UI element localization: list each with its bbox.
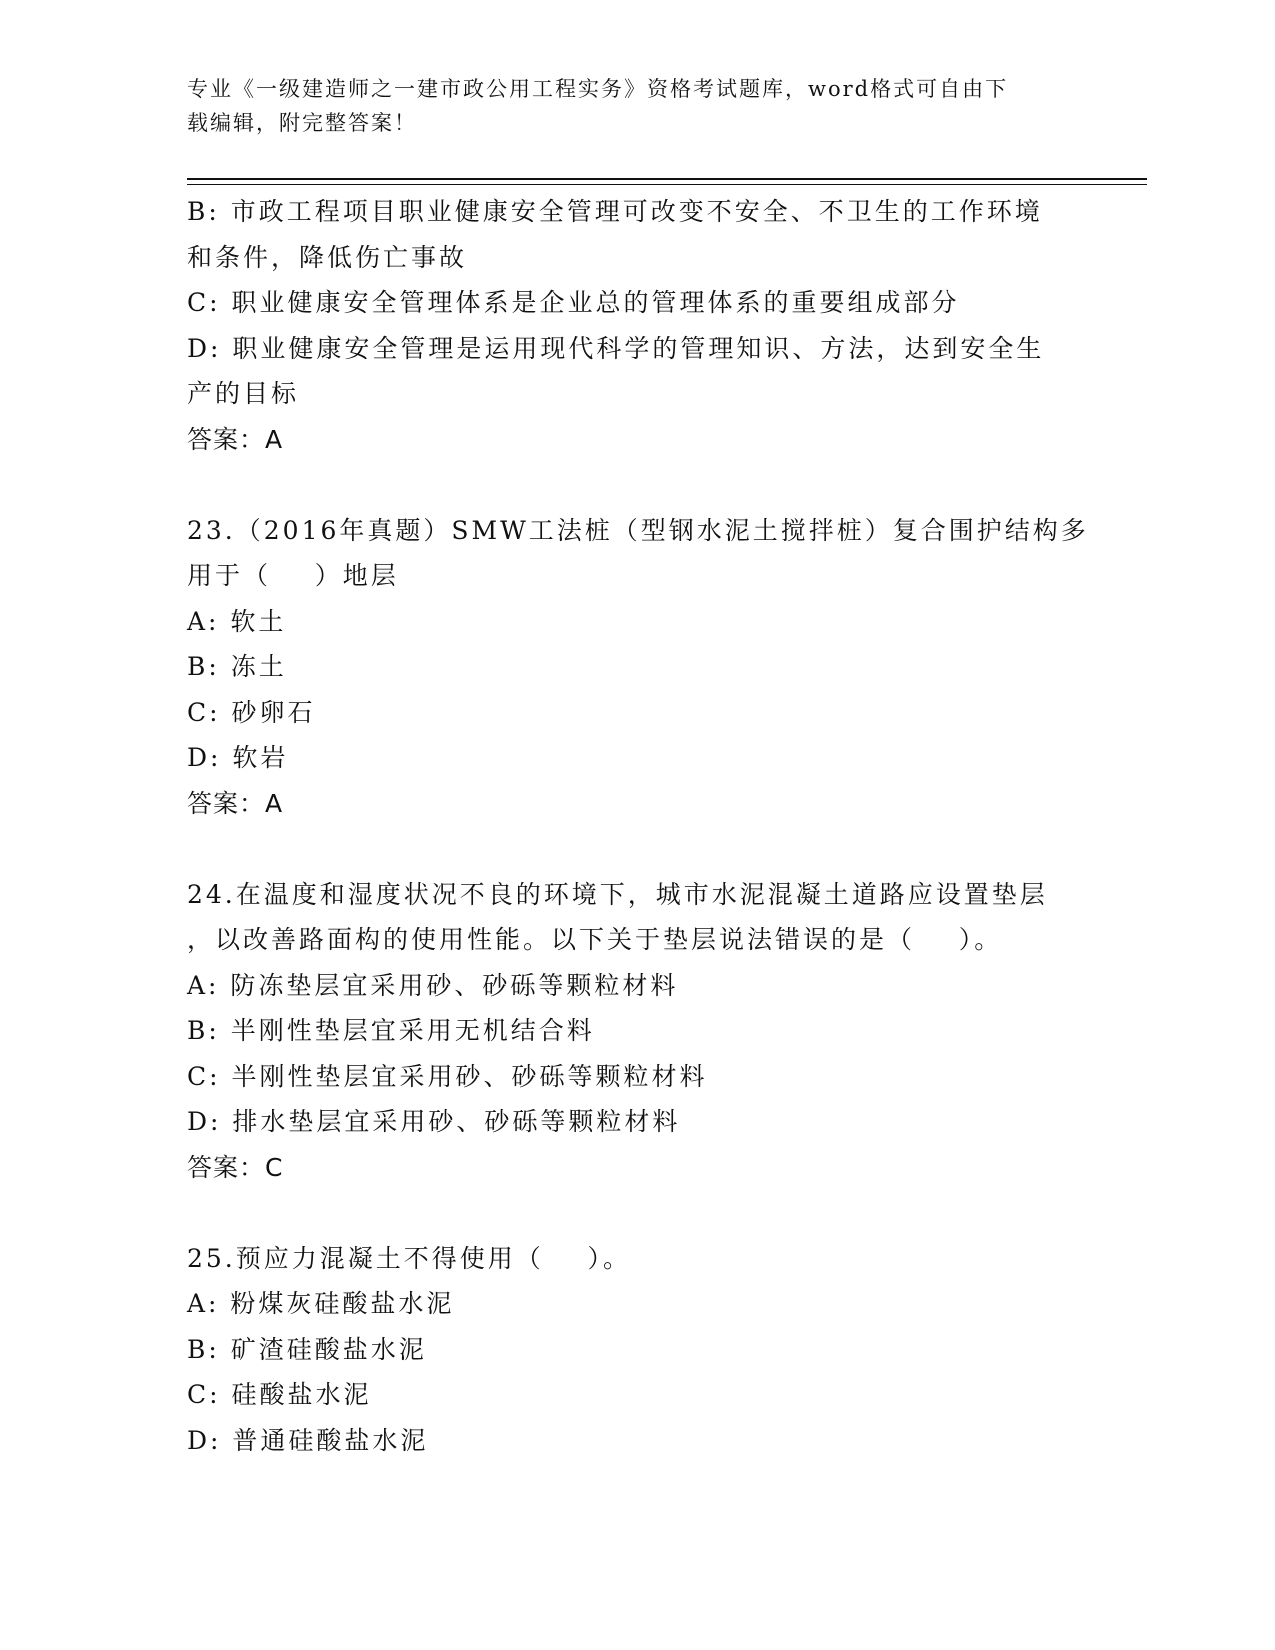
q24-answer: 答案：C [187, 1152, 284, 1182]
q24-stem-line-2: ，以改善路面构的使用性能。以下关于垫层说法错误的是（ ）。 [187, 925, 1003, 954]
q23-option-c: C: 砂卵石 [187, 697, 316, 727]
question-24 [187, 872, 1087, 1191]
q23-option-d: D: 软岩 [187, 743, 289, 772]
q22-option-b-line-2: 和条件，降低伤亡事故 [187, 242, 468, 272]
question-23 [187, 508, 1087, 827]
q23-stem-line-1: 23.（2016年真题）SMW工法桩（型钢水泥土搅拌桩）复合围护结构多 [187, 515, 1089, 545]
q24-stem-line-1: 24.在温度和湿度状况不良的环境下，城市水泥混凝土道路应设置垫层 [187, 879, 1048, 909]
document-body [187, 189, 1087, 1463]
q24-option-b: B: 半刚性垫层宜采用无机结合料 [187, 1016, 595, 1045]
q23-stem-line-2: 用于（ ）地层 [187, 561, 399, 590]
q22-answer: 答案：A [187, 424, 284, 454]
document-header [187, 72, 1067, 140]
q25-option-c: C: 硅酸盐水泥 [187, 1380, 372, 1409]
q25-option-d: D: 普通硅酸盐水泥 [187, 1425, 429, 1455]
q22-option-b-line-1: B: 市政工程项目职业健康安全管理可改变不安全、不卫生的工作环境 [187, 197, 1043, 226]
header-rule-thin [187, 184, 1147, 185]
q25-option-a: A: 粉煤灰硅酸盐水泥 [187, 1289, 455, 1318]
header-line-2: 载编辑，附完整答案！ [187, 111, 417, 135]
q24-option-c: C: 半刚性垫层宜采用砂、砂砾等颗粒材料 [187, 1061, 708, 1091]
question-25 [187, 1236, 1087, 1464]
q24-option-d: D: 排水垫层宜采用砂、砂砾等颗粒材料 [187, 1107, 681, 1136]
spacer [187, 1190, 1087, 1236]
q23-option-b: B: 冻土 [187, 652, 287, 681]
q22-option-d-line-2: 产的目标 [187, 379, 300, 408]
q25-option-b: B: 矿渣硅酸盐水泥 [187, 1334, 427, 1364]
q25-stem: 25.预应力混凝土不得使用（ ）。 [187, 1243, 632, 1273]
header-line-1: 专业《一级建造师之一建市政公用工程实务》资格考试题库，word格式可自由下 [187, 77, 1009, 101]
q23-option-a: A: 软土 [187, 606, 287, 636]
spacer [187, 826, 1087, 872]
spacer [187, 462, 1087, 508]
question-22 [187, 189, 1087, 462]
header-rule-thick [187, 178, 1147, 180]
q24-option-a: A: 防冻垫层宜采用砂、砂砾等颗粒材料 [187, 970, 679, 1000]
q22-option-c: C: 职业健康安全管理体系是企业总的管理体系的重要组成部分 [187, 288, 960, 317]
q22-option-d-line-1: D: 职业健康安全管理是运用现代科学的管理知识、方法，达到安全生 [187, 333, 1045, 363]
q23-answer: 答案：A [187, 788, 284, 818]
